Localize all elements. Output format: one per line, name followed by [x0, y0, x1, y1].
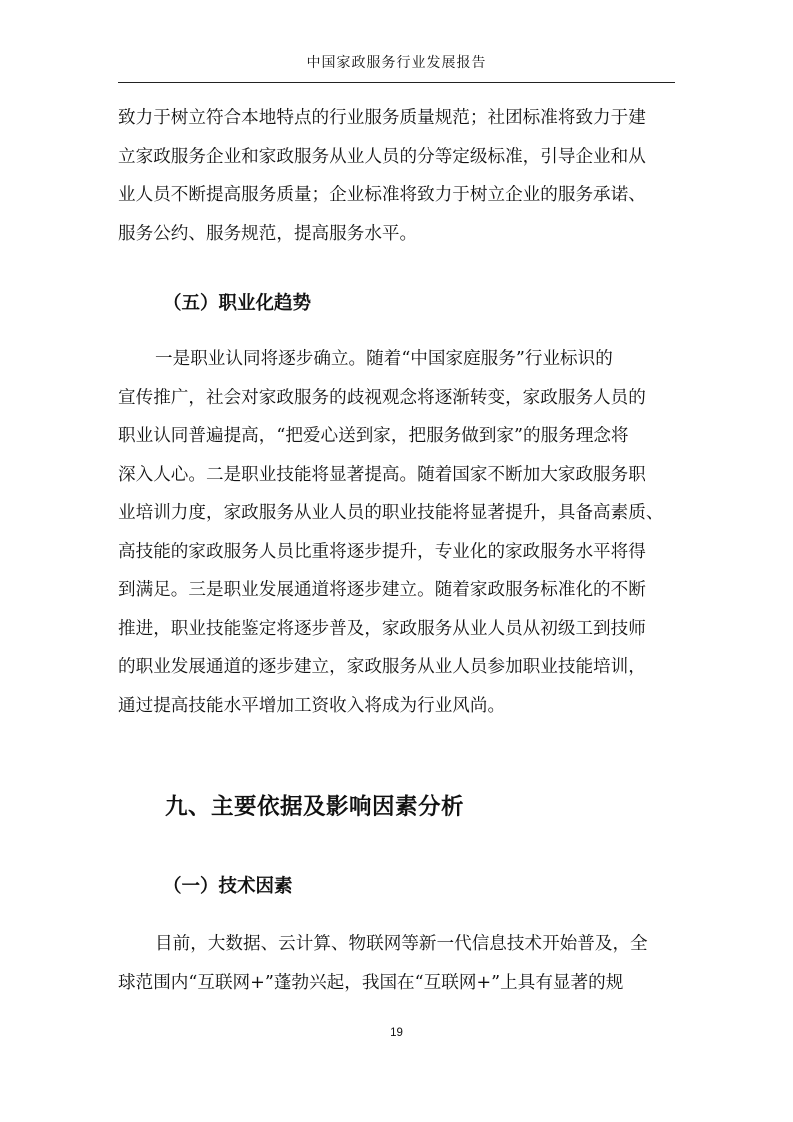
text-line: 宣传推广，社会对家政服务的歧视观念将逐渐转变，家政服务人员的: [118, 387, 646, 408]
text-line: 致力于树立符合本地特点的行业服务质量规范；社团标准将致力于建: [118, 108, 646, 128]
paragraph-standards: [118, 99, 678, 253]
text-line: 高技能的家政服务人员比重将逐步提升，专业化的家政服务水平将得: [118, 541, 646, 562]
text-line: 业培训力度，家政服务从业人员的职业技能将显著提升，具备高素质、: [118, 503, 664, 523]
text-line: 目前，大数据、云计算、物联网等新一代信息技术开始普及，全: [155, 934, 648, 954]
text-line: 的职业发展通道的逐步建立，家政服务从业人员参加职业技能培训，: [118, 657, 646, 677]
text-line: 通过提高技能水平增加工资收入将成为行业风尚。: [118, 695, 506, 716]
text-line: 立家政服务企业和家政服务从业人员的分等定级标准，引导企业和从: [118, 146, 646, 167]
text-line: 职业认同普遍提高，“把爱心送到家，把服务做到家”的服务理念将: [118, 426, 629, 446]
text-line: 服务公约、服务规范，提高服务水平。: [118, 223, 418, 244]
page-number: 19: [390, 1027, 403, 1039]
text-line: 球范围内“互联网+”蓬勃兴起，我国在“互联网+”上具有显著的规: [118, 972, 624, 993]
section-heading-professionalization: （五）职业化趋势: [163, 293, 312, 314]
paragraph-professionalization: [118, 340, 678, 725]
text-line: 一是职业认同将逐步确立。随着“中国家庭服务”行业标识的: [155, 349, 613, 369]
report-title: 中国家政服务行业发展报告: [306, 55, 487, 71]
text-line: 到满足。三是职业发展通道将逐步建立。随着家政服务标准化的不断: [118, 580, 646, 600]
text-line: 业人员不断提高服务质量；企业标准将致力于树立企业的服务承诺、: [118, 185, 646, 205]
chapter-heading-factors: 九、主要依据及影响因素分析: [165, 794, 465, 820]
paragraph-technology: [118, 925, 678, 1002]
text-line: 深入人心。二是职业技能将显著提高。随着国家不断加大家政服务职: [118, 464, 646, 485]
page-header: [118, 44, 675, 83]
text-line: 推进，职业技能鉴定将逐步普及，家政服务从业人员从初级工到技师: [118, 618, 646, 639]
section-heading-technology: （一）技术因素: [163, 876, 293, 897]
